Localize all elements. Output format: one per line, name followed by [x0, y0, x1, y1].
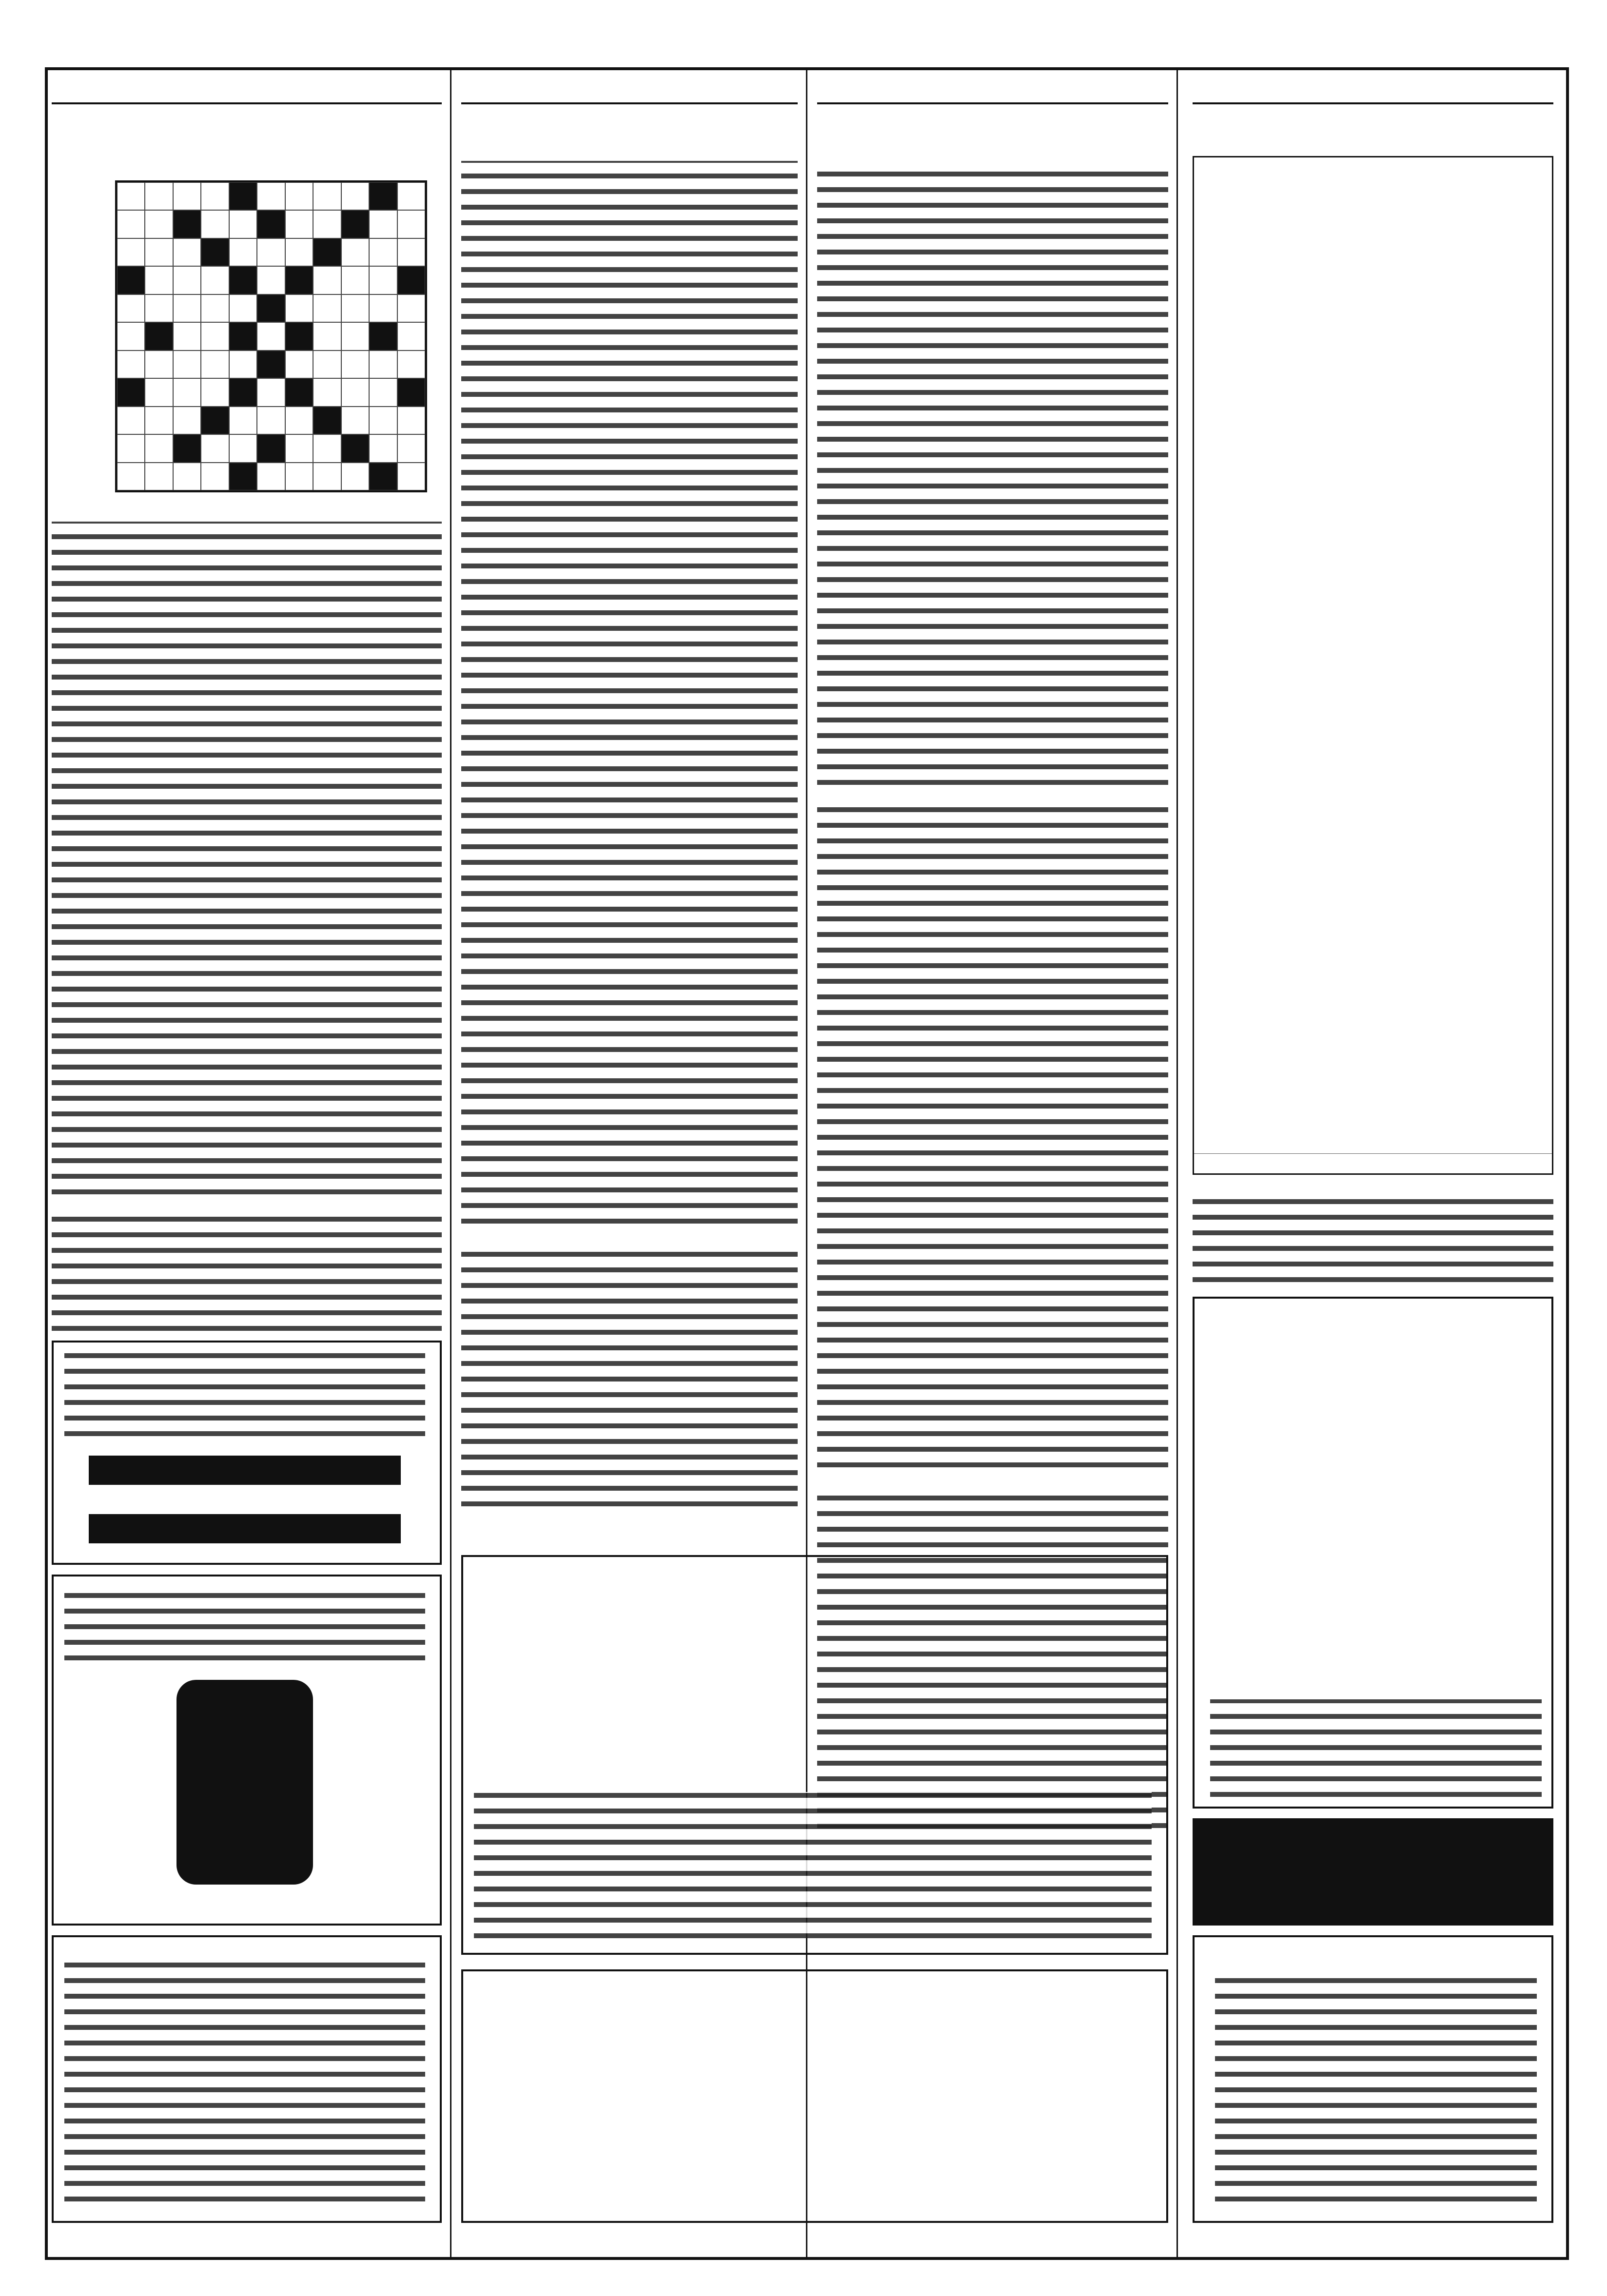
page-number [47, 15, 120, 44]
photo-ad-text [64, 1587, 425, 1660]
column-rule [450, 67, 451, 2260]
official-header [817, 102, 1168, 141]
short-news-header [461, 102, 798, 141]
baby-ad-text [1210, 1699, 1542, 1797]
baby-ad [1193, 1297, 1553, 1809]
exames-ad [52, 1935, 442, 2223]
exames-ad-text [64, 1958, 425, 2201]
magnesia-ad-text [474, 1792, 1152, 1938]
issue-date [1412, 15, 1558, 44]
column-rule [1176, 67, 1178, 2260]
table-header-row [1194, 1153, 1552, 1173]
short-news-text-2 [461, 1243, 798, 1506]
masthead-title [583, 15, 1022, 49]
cigarette-graphic [89, 1514, 401, 1543]
crossword-clues [52, 522, 442, 1194]
magnesia-ad [461, 1555, 1168, 1955]
official-text [817, 161, 1168, 785]
photo-ad [52, 1575, 442, 1926]
cigarette-ad [52, 1341, 442, 1565]
vida-musical-text [52, 1209, 442, 1331]
watches-ad [1193, 1935, 1553, 2223]
crossword-header [52, 102, 442, 141]
stock-exchange-header [1193, 102, 1553, 141]
cigarette-graphic-2 [89, 1456, 401, 1485]
watches-ad-text [1215, 1967, 1537, 2201]
camera-graphic [176, 1680, 313, 1885]
short-news-text [461, 161, 798, 1224]
crossword-grid-wrap [115, 180, 427, 492]
cigarette-ad-text [64, 1348, 425, 1436]
figurino-ad [461, 1969, 1168, 2223]
official-text-2 [817, 804, 1168, 1467]
stock-table [1193, 156, 1553, 1175]
museus-text [1193, 1194, 1553, 1282]
piver-ad [1193, 1818, 1553, 1926]
figurino-ad-text [479, 1987, 1147, 2201]
crossword-grid [115, 180, 427, 492]
